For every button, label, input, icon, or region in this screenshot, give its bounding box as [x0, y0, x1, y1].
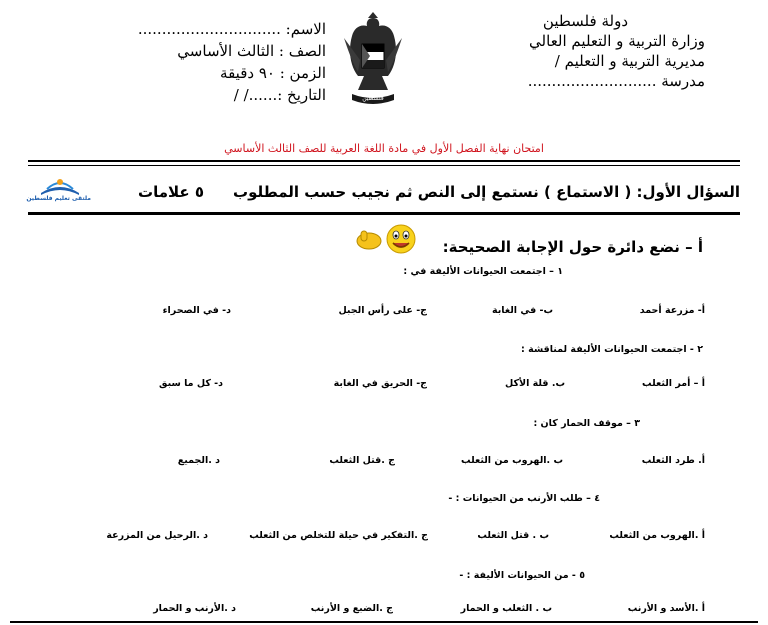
option-2b[interactable]: ب. قلة الأكل [505, 378, 565, 389]
question-1-marks: ٥ علامات [138, 183, 205, 201]
option-1b[interactable]: ب- في الغابة [491, 305, 553, 316]
option-4d[interactable]: د .الرحيل من المزرعة [106, 530, 208, 541]
forum-logo-text: ملتقى تعليم فلسطين [26, 195, 91, 202]
option-1a[interactable]: أ- مزرعة أحمد [639, 305, 705, 316]
option-1d[interactable]: د- في الصحراء [162, 305, 231, 316]
option-5a[interactable]: أ .الأسد و الأرنب [627, 603, 705, 614]
forum-logo [26, 175, 91, 205]
emblem-caption: فلسطين [362, 95, 384, 102]
question-1-title: السؤال الأول: ( الاستماع ) نستمع إلى النص ثم نجيب حسب المطلوب [233, 183, 740, 201]
question-item-2: ٢ - اجتمعت الحيوانات الأليفة لمناقشة : [520, 344, 703, 355]
header-school: مدرسة ........................... [527, 72, 705, 90]
header-ministry: وزارة التربية و التعليم العالي [529, 32, 705, 50]
question-divider [28, 212, 740, 215]
student-name-field: الاسم: .............................. [137, 20, 326, 38]
option-4b[interactable]: ب . قتل الثعلب [477, 530, 549, 541]
header-directorate: مديرية التربية و التعليم / [554, 52, 705, 70]
smiley-thumbs-up-icon [355, 223, 425, 255]
question-item-5: ٥ - من الحيوانات الأليفة : - [459, 570, 585, 581]
question-item-3: ٣ – موقف الحمار كان : [533, 418, 640, 429]
option-3a[interactable]: أ. طرد الثعلب [641, 455, 705, 466]
question-item-1: ١ – اجتمعت الحيوانات الأليفة في : [403, 266, 563, 277]
option-5c[interactable]: ج .الضبع و الأرنب [310, 603, 393, 614]
option-3c[interactable]: ج .قتل الثعلب [329, 455, 395, 466]
header-state: دولة فلسطين [542, 12, 628, 30]
page-bottom-rule [10, 621, 758, 623]
grade-field: الصف : الثالث الأساسي [177, 42, 326, 60]
question-item-4: ٤ – طلب الأرنب من الحيوانات : - [448, 493, 600, 504]
option-4a[interactable]: أ .الهروب من الثعلب [609, 530, 705, 541]
header-divider-thin [28, 165, 740, 166]
option-2c[interactable]: ج- الحريق في الغابة [333, 378, 427, 389]
option-2d[interactable]: د- كل ما سبق [159, 378, 223, 389]
time-field: الزمن : ٩٠ دقيقة [220, 64, 326, 82]
header-divider-thick [28, 160, 740, 162]
option-1c[interactable]: ج- على رأس الجبل [338, 305, 427, 316]
palestine-emblem-icon [338, 10, 408, 110]
book-logo-icon [29, 175, 91, 197]
option-4c[interactable]: ج .التفكير في حيلة للتخلص من الثعلب [249, 530, 428, 541]
option-2a[interactable]: أ – أمر الثعلب [642, 378, 705, 389]
option-5b[interactable]: ب . الثعلب و الحمار [460, 603, 552, 614]
option-3b[interactable]: ب .الهروب من الثعلب [461, 455, 563, 466]
section-a-title: أ – نضع دائرة حول الإجابة الصحيحة: [442, 238, 703, 256]
option-3d[interactable]: د .الجميع [177, 455, 220, 466]
exam-title: امتحان نهاية الفصل الأول في مادة اللغة العربية للصف الثالث الأساسي [224, 142, 544, 155]
date-field: التاريخ :....../ / [233, 86, 326, 104]
option-5d[interactable]: د .الأرنب و الحمار [153, 603, 236, 614]
